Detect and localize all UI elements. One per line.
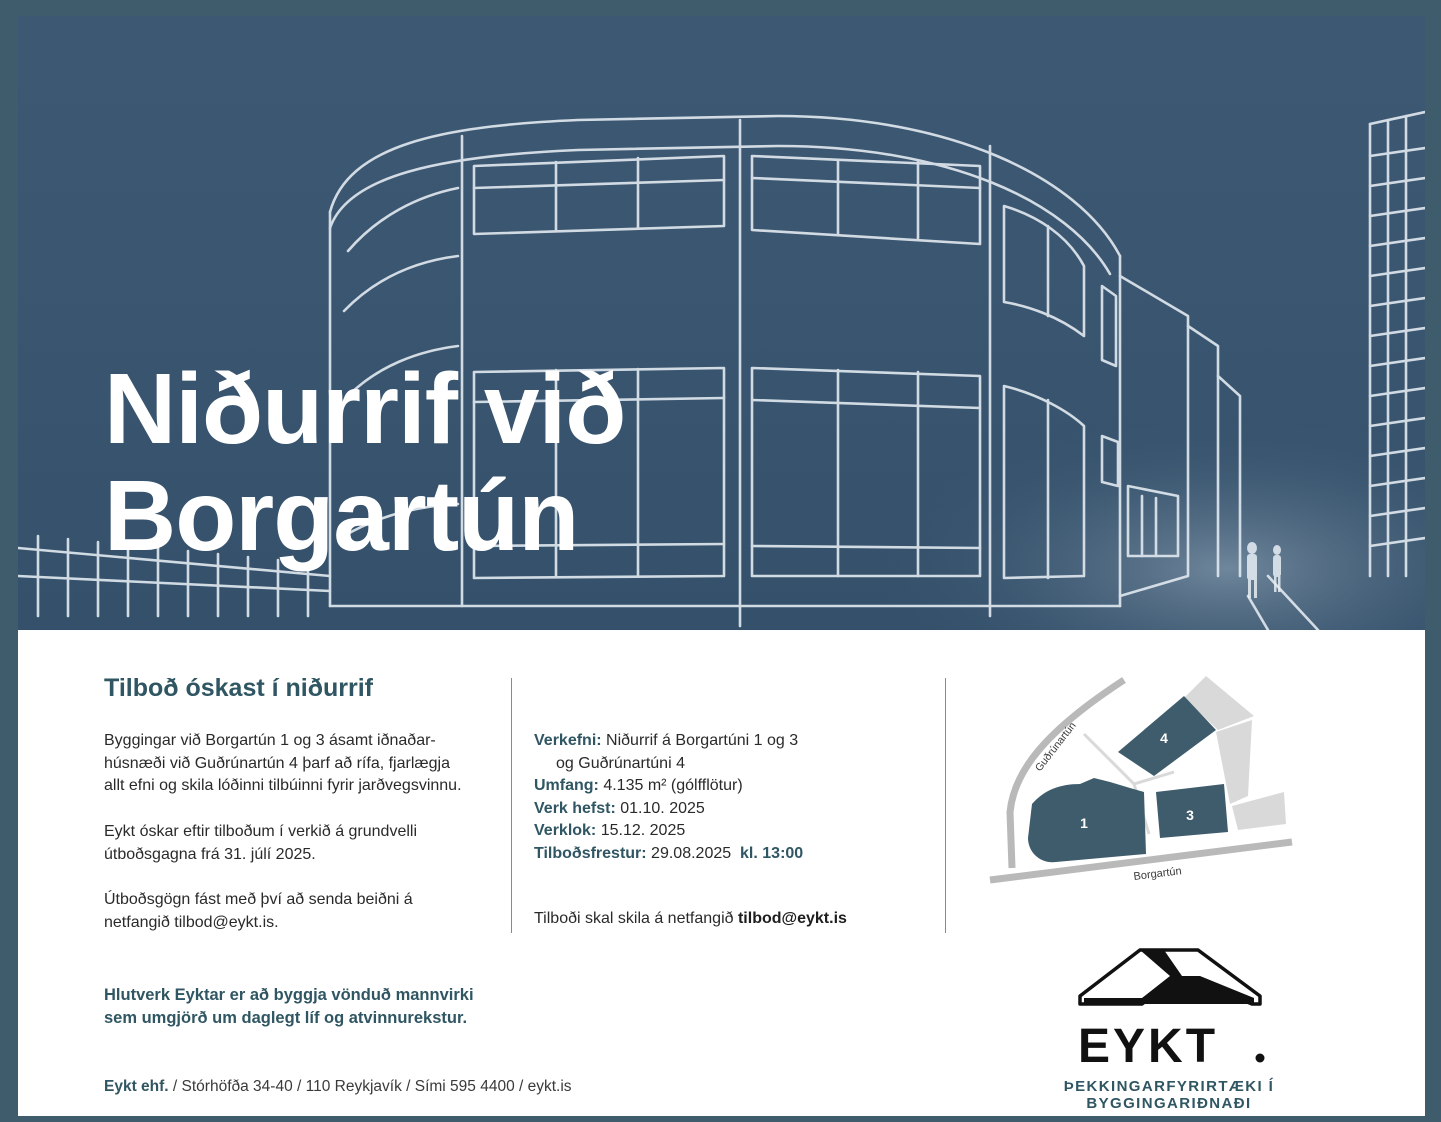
logo-wordmark: EYKT xyxy=(1078,1020,1219,1070)
fact-value: 01.10. 2025 xyxy=(615,799,705,817)
fact-verkefni-continued xyxy=(534,753,934,776)
hero-title xyxy=(104,353,626,572)
hero-banner xyxy=(18,16,1425,630)
lot-1-label: 1 xyxy=(1080,815,1088,831)
fact-verk-hefst xyxy=(534,798,934,821)
documents-line: Útboðsgögn fást með því að senda beiðni á xyxy=(104,891,413,908)
fact-label: Tilboðsfrestur: xyxy=(534,844,647,862)
ad-frame xyxy=(18,16,1425,1116)
request-paragraph xyxy=(104,821,504,866)
submit-email-link[interactable]: tilbod@eykt.is xyxy=(737,910,847,927)
street-label-borgartun: Borgartún xyxy=(1132,865,1183,883)
project-facts xyxy=(534,730,934,865)
fact-label: Umfang: xyxy=(534,777,599,794)
intro-paragraph xyxy=(104,730,504,798)
fact-value: Niðurrif á Borgartúni 1 og 3 xyxy=(601,732,799,749)
eykt-logo xyxy=(1070,946,1270,1070)
fact-tilbodsfrestur xyxy=(534,843,934,866)
company-details: / Stórhöfða 34-40 / 110 Reykjavík / Sími 595 4400 / eykt.is xyxy=(168,1078,572,1095)
request-line: útboðsgagna frá 31. júlí 2025. xyxy=(104,845,316,863)
fact-label: Verklok: xyxy=(534,822,597,839)
hero-title-line1: Niðurrif við xyxy=(104,353,626,465)
lot-4-label: 4 xyxy=(1160,730,1168,746)
intro-section xyxy=(104,672,504,704)
inner-path xyxy=(1084,734,1134,784)
lot-3-label: 3 xyxy=(1186,807,1194,823)
fact-value: 29.08.2025 xyxy=(646,844,741,862)
fact-label: Verk hefst: xyxy=(534,799,616,817)
request-line: Eykt óskar eftir tilboðum í verkið á grundvelli xyxy=(104,823,418,840)
fact-umfang xyxy=(534,775,934,798)
column-divider-1 xyxy=(511,678,512,933)
documents-line: netfangið tilbod@eykt.is. xyxy=(104,913,279,931)
fact-verklok xyxy=(534,820,934,843)
company-name: Eykt ehf. xyxy=(104,1078,169,1095)
hero-title-line2: Borgartún xyxy=(104,460,579,572)
fact-value: 4.135 m² (gólfflötur) xyxy=(598,777,743,794)
intro-line: Byggingar við Borgartún 1 og 3 ásamt iðnaðar- xyxy=(104,732,436,749)
street-label-gudrunartun: Guðrúnartún xyxy=(1032,719,1079,774)
submit-text: Tilboði skal skila á netfangið xyxy=(534,910,738,927)
fact-value: 15.12. 2025 xyxy=(596,822,686,839)
mission-line: sem umgjörð um daglegt líf og atvinnurekstur. xyxy=(104,1009,468,1027)
fact-verkefni xyxy=(534,730,934,753)
fact-value: og Guðrúnartúni 4 xyxy=(556,754,685,772)
fact-label: Verkefni: xyxy=(534,732,602,749)
company-footer xyxy=(104,1078,572,1096)
logo-tagline: ÞEKKINGARFYRIRTÆKI Í BYGGINGARIÐNAÐI xyxy=(1063,1078,1275,1112)
intro-line: allt efni og skila lóðinni tilbúinni fyrir jarðvegsvinnu. xyxy=(104,777,462,794)
deadline-time: kl. 13:00 xyxy=(740,844,804,862)
trademark-dot-icon xyxy=(1256,1054,1265,1063)
mission-line: Hlutverk Eyktar er að byggja vönduð mannvirki xyxy=(104,986,474,1004)
roof-ridge-icon xyxy=(1140,950,1182,976)
site-map xyxy=(984,672,1314,902)
submit-instruction xyxy=(534,910,847,928)
section-heading: Tilboð óskast í niðurrif xyxy=(104,674,374,702)
intro-line: húsnæði við Guðrúnartún 4 þarf að rífa, fjarlægja xyxy=(104,754,450,772)
documents-paragraph xyxy=(104,889,504,934)
roof-base-icon xyxy=(1084,976,1254,1004)
column-divider-2 xyxy=(945,678,946,933)
mission-statement xyxy=(104,984,564,1030)
